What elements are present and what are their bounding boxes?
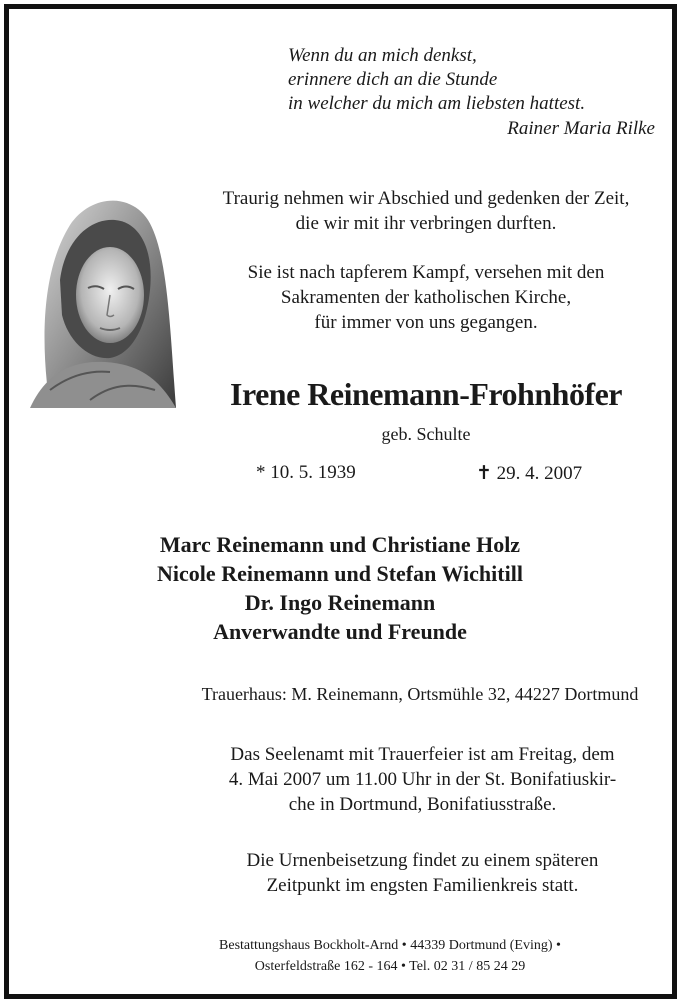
service-info [190,742,655,817]
poem-author: Rainer Maria Rilke [507,118,655,139]
intro-line: Traurig nehmen wir Abschied und gedenken der Zeit, [222,188,630,209]
deceased-name: Irene Reinemann-Frohnhöfer [229,376,622,412]
poem-line: erinnere dich an die Stunde [288,69,498,90]
poem-line: Wenn du an mich denkst, [288,45,477,66]
urn-info [190,848,655,898]
urn-line: Die Urnenbeisetzung findet zu einem späteren [246,850,599,871]
intro-line: die wir mit ihr verbringen durften. [295,213,557,234]
intro-line: für immer von uns gegangen. [314,312,538,333]
intro-text-1 [196,186,656,236]
mourner: Anverwandte und Freunde [213,619,467,644]
poem [288,44,585,116]
mourner: Dr. Ingo Reinemann [244,590,436,615]
service-line: Das Seelenamt mit Trauerfeier ist am Freitag, dem [230,744,615,765]
intro-line: Sakramenten der katholischen Kirche, [280,287,572,308]
death-date: ✝ 29. 4. 2007 [476,463,583,484]
mourners-list [40,530,640,646]
maiden-name: geb. Schulte [381,424,471,444]
mourner: Nicole Reinemann und Stefan Wichitill [157,561,523,586]
trauerhaus-address: Trauerhaus: M. Reinemann, Ortsmühle 32, 44227 Dortmund [201,684,639,704]
footer-line: Osterfeldstraße 162 - 164 • Tel. 02 31 / 85 24 29 [254,959,526,974]
urn-line: Zeitpunkt im engsten Familienkreis statt. [266,875,579,896]
footer-line: Bestattungshaus Bockholt-Arnd • 44339 Dortmund (Eving) • [219,938,561,953]
funeral-home-footer [150,935,630,977]
mourner: Marc Reinemann und Christiane Holz [159,532,521,557]
intro-text-2 [196,260,656,335]
poem-line: in welcher du mich am liebsten hattest. [288,93,586,114]
service-line: 4. Mai 2007 um 11.00 Uhr in der St. Bonifatiuskir- [228,769,617,790]
intro-line: Sie ist nach tapferem Kampf, versehen mit den [247,262,605,283]
birth-date: * 10. 5. 1939 [256,462,356,483]
madonna-sculpture-icon [30,190,176,408]
service-line: che in Dortmund, Bonifatiusstraße. [288,794,557,815]
